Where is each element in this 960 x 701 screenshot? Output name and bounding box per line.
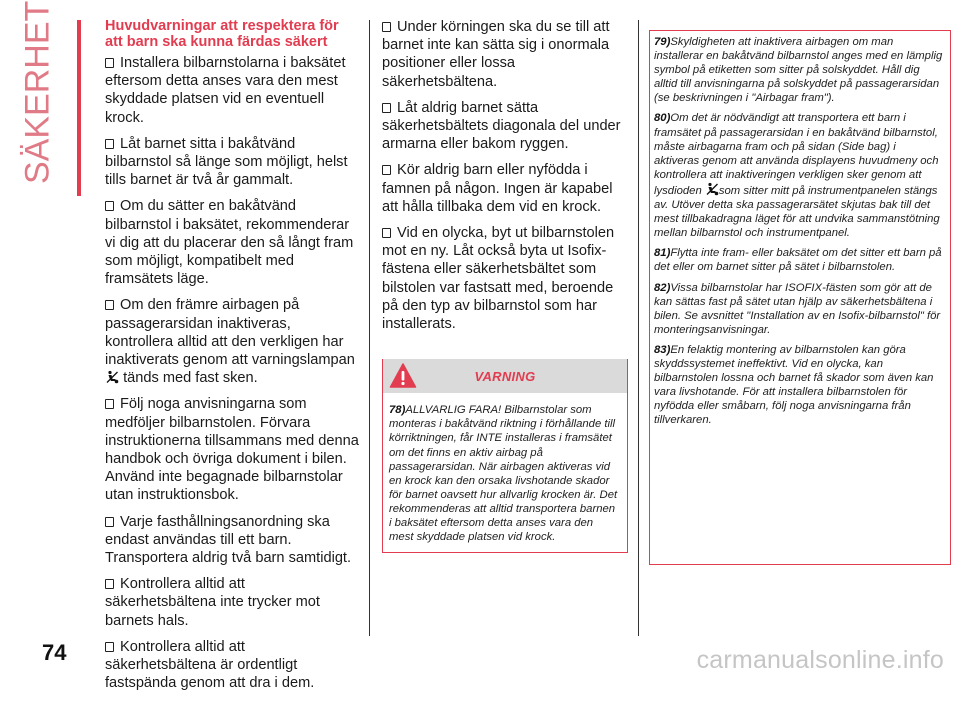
bullet-square-icon — [382, 165, 391, 175]
note-number: 83) — [654, 343, 671, 356]
list-item: Om den främre airbagen på passagerarsidan inaktiveras, kontrollera alltid att den verkligen har inaktiverats genom att varningslampan tänds med fast sken. — [105, 297, 355, 387]
note-item: 81)Flytta inte fram- eller baksätet om det sitter ett barn på det eller om barnet sitter på sätet i bilbarnstolen. — [654, 247, 942, 274]
list-item: Under körningen ska du se till att barnet inte kan sätta sig i onormala positioner eller lossa säkerhetsbältena. — [382, 19, 610, 90]
list-item: Kontrollera alltid att säkerhetsbältena är ordentligt fastspända genom att dra i dem. — [105, 638, 315, 692]
bullet-square-icon — [382, 103, 391, 113]
note-item: 80)Om det är nödvändigt att transportera ett barn i framsätet på passagerarsidan i en bakåtvänd bilbarnstol, måste airbagarna fram och på sidan (Side bag) i aktiveras genom att använda displayens huvudmeny och kontrollera att inaktiveringen verkligen sker genom att lysdioden som sitter mitt på instrumentpanelen stängs av. Utöver detta ska passagerarsätet skjutas bak till det mest tillbakadragna läget för att undvika sammanstötning mellan bilbarnstol och instrumentpanel. — [654, 112, 940, 240]
column-divider — [369, 20, 370, 636]
bullet-square-icon — [105, 58, 114, 68]
watermark: carmanualsonline.info — [696, 646, 944, 674]
list-item: Kör aldrig barn eller nyfödda i famnen på någon. Ingen är kapabel att hålla tillbaka dem vid en krock. — [382, 162, 613, 215]
list-item: Låt barnet sitta i bakåtvänd bilbarnstol så länge som möjligt, helst tills barnet är två år gammalt. — [105, 135, 348, 189]
notes-text — [650, 31, 950, 427]
list-item: Om du sätter en bakåtvänd bilbarnstol i baksätet, rekommenderar vi dig att du placerar den så långt fram som möjligt, kompatibelt med framsätets läge. — [105, 198, 354, 288]
column-middle — [382, 18, 628, 553]
notes-box — [649, 30, 951, 565]
note-number: 81) — [654, 247, 671, 260]
list-item: Kontrollera alltid att säkerhetsbältena inte trycker mot barnets hals. — [105, 576, 320, 629]
section-heading: Huvudvarningar att respektera för att barn ska kunna färdas säkert — [105, 18, 339, 50]
list-item: Vid en olycka, byt ut bilbarnstolen mot en ny. Låt också byta ut Isofix-fästena eller säkerhetsbältet som bilstolen var fastsatt med, beroende på den typ av bilbarnstol som har installerats. — [382, 225, 615, 333]
bullet-square-icon — [382, 228, 391, 238]
column-divider — [638, 20, 639, 636]
section-title: SÄKERHET — [18, 0, 57, 184]
warning-text: 78)ALLVARLIG FARA! Bilbarnstolar som monteras i bakåtvänd riktning i förhållande till körriktningen, får INTE installeras i framsätet om det finns en aktiv airbag på passagerarsidan. När airbagen aktiveras vid en krock kan den orsaka livshotande skador för barnet oavsett hur allvarlig krocken är. Det rekommenderas att alltid transportera barnen i baksätet eftersom detta anses vara den mest skyddade platsen vid krock. — [389, 404, 618, 544]
note-number: 78) — [389, 404, 406, 417]
list-item: Följ noga anvisningarna som medföljer bilbarnstolen. Förvara instruktionerna tillsammans med denna handbok och övriga dokument i bilen. Använd inte begagnade bilbarnstolar utan instruktionsbok. — [105, 396, 359, 504]
warning-triangle-icon — [389, 362, 417, 390]
note-item: 82)Vissa bilbarnstolar har ISOFIX-fästen som gör att de kan sättas fast på sätet utan hjälp av säkerhetsbältena i bilen. Se avsnittet "Installation av en Isofix-bilbarnstol" för monteringsanvisningar. — [654, 281, 941, 336]
note-number: 79) — [654, 36, 671, 48]
column-left — [105, 18, 360, 701]
list-item: Varje fasthållningsanordning ska endast användas till ett barn. Transportera aldrig två barn samtidigt. — [105, 513, 352, 567]
page-number: 74 — [42, 640, 67, 665]
bullet-square-icon — [105, 300, 114, 310]
warning-header — [383, 359, 627, 393]
note-item: 83)En felaktig montering av bilbarnstolen kan göra skyddssystemet ineffektivt. Vid en olycka, kan bilbarnstolen lossna och barnet få skador som även kan vara livshotande. För att installera bilbarnstolen för nyfödda eller småbarn, följ noga anvisningarna från tillverkaren. — [654, 343, 934, 427]
note-item: 79)Skyldigheten att inaktivera airbagen om man installerar en bakåtvänd bilbarnstol anges med en lämplig symbol på etiketten som sitter på solskyddet. Håll dig alltid till anvisningarna på solskyddet på passagerarsidan (se beskrivningen i "Airbagar fram"). — [654, 36, 943, 105]
bullet-square-icon — [105, 139, 114, 149]
warning-title: VARNING — [474, 368, 536, 384]
list-item: Låt aldrig barnet sätta säkerhetsbältets diagonala del under armarna eller bakom ryggen. — [382, 99, 621, 153]
section-accent-bar — [77, 20, 81, 196]
warning-box — [382, 359, 628, 553]
bullet-square-icon — [382, 22, 391, 32]
list-item: Installera bilbarnstolarna i baksätet eftersom detta anses vara den mest skyddade platsen vid en eventuell krock. — [105, 55, 346, 126]
bullet-square-icon — [105, 201, 114, 211]
note-number: 82) — [654, 281, 671, 294]
bullet-square-icon — [105, 517, 114, 527]
bullet-square-icon — [105, 642, 114, 652]
airbag-off-lamp-icon — [105, 370, 119, 384]
bullet-square-icon — [105, 399, 114, 409]
bullet-square-icon — [105, 579, 114, 589]
note-number: 80) — [654, 112, 671, 125]
airbag-off-lamp-icon — [705, 182, 719, 196]
